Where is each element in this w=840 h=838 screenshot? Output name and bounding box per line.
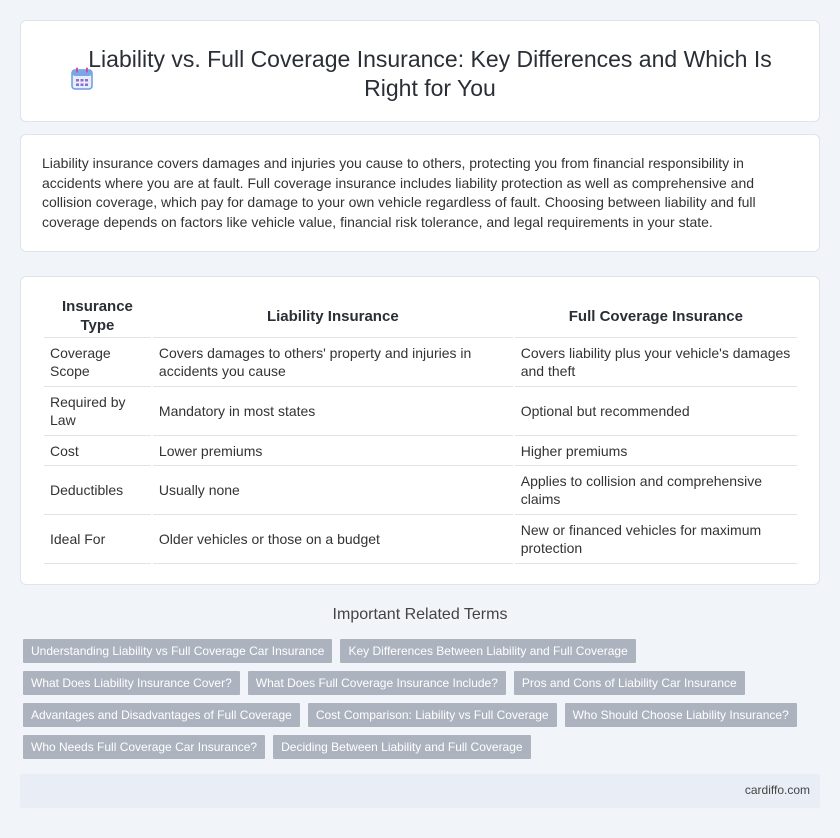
table-header-type: Insurance Type <box>44 291 151 338</box>
table-cell: Coverage Scope <box>44 338 151 387</box>
table-cell: Usually none <box>153 466 513 515</box>
table-cell: Covers liability plus your vehicle's damages and theft <box>515 338 797 387</box>
table-header-liability: Liability Insurance <box>153 291 513 338</box>
table-row <box>44 515 797 564</box>
footer <box>20 774 820 808</box>
table-cell: New or financed vehicles for maximum protection <box>515 515 797 564</box>
table-row <box>44 387 797 436</box>
related-term-tag[interactable]: Pros and Cons of Liability Car Insurance <box>514 671 745 695</box>
related-terms-list <box>23 639 813 767</box>
related-term-tag[interactable]: Who Needs Full Coverage Car Insurance? <box>23 735 265 759</box>
related-term-tag[interactable]: What Does Liability Insurance Cover? <box>23 671 240 695</box>
footer-site-link[interactable]: cardiffo.com <box>744 783 810 797</box>
intro-paragraph: Liability insurance covers damages and injuries you cause to others, protecting you from financial responsibility in accidents where you are at fault. Full coverage insurance includes liability protection as well as comprehensive and collision coverage, which pay for damage to your own vehicle regardless of fault. Choosing between liability and full coverage depends on factors like vehicle value, financial risk tolerance, and legal requirements in your state. <box>42 155 756 230</box>
related-term-tag[interactable]: Deciding Between Liability and Full Coverage <box>273 735 530 759</box>
table-header-full-coverage: Full Coverage Insurance <box>515 291 797 338</box>
related-term-tag[interactable]: Understanding Liability vs Full Coverage Car Insurance <box>23 639 332 663</box>
page-title: Liability vs. Full Coverage Insurance: Key Differences and Which Is Right for You <box>88 46 772 101</box>
related-term-tag[interactable]: Advantages and Disadvantages of Full Coverage <box>23 703 300 727</box>
intro-card <box>20 134 820 252</box>
related-term-tag[interactable]: Cost Comparison: Liability vs Full Coverage <box>308 703 557 727</box>
table-cell: Applies to collision and comprehensive claims <box>515 466 797 515</box>
table-cell: Ideal For <box>44 515 151 564</box>
table-cell: Lower premiums <box>153 436 513 466</box>
related-term-tag[interactable]: Who Should Choose Liability Insurance? <box>565 703 797 727</box>
related-term-tag[interactable]: Key Differences Between Liability and Full Coverage <box>340 639 635 663</box>
comparison-table <box>42 291 799 564</box>
tag-row <box>23 671 813 695</box>
table-cell: Required by Law <box>44 387 151 436</box>
related-terms-title: Important Related Terms <box>332 606 508 623</box>
table-cell: Optional but recommended <box>515 387 797 436</box>
table-cell: Deductibles <box>44 466 151 515</box>
table-cell: Mandatory in most states <box>153 387 513 436</box>
table-cell: Cost <box>44 436 151 466</box>
table-row <box>44 436 797 466</box>
tag-row <box>23 735 813 759</box>
related-term-tag[interactable]: What Does Full Coverage Insurance Include? <box>248 671 506 695</box>
tag-row <box>23 639 813 663</box>
tag-row <box>23 703 813 727</box>
table-cell: Covers damages to others' property and injuries in accidents you cause <box>153 338 513 387</box>
comparison-table-card <box>20 276 820 585</box>
table-row <box>44 338 797 387</box>
table-row <box>44 466 797 515</box>
table-cell: Older vehicles or those on a budget <box>153 515 513 564</box>
header-card <box>20 20 820 122</box>
table-cell: Higher premiums <box>515 436 797 466</box>
